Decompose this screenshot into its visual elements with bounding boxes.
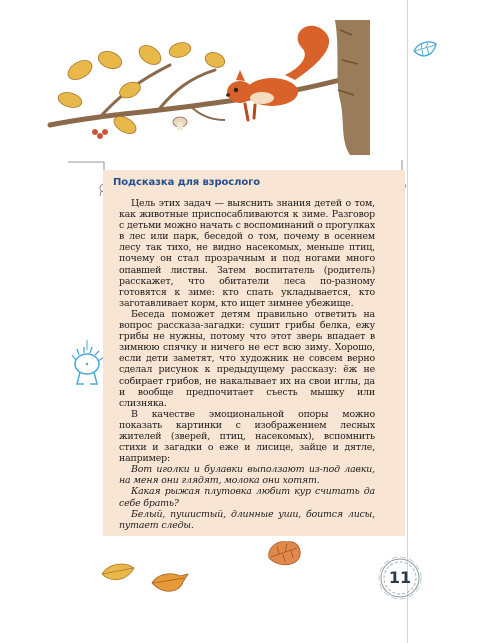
riddle-text: Какая рыжая плутовка любит кур считать да себе брать? — [119, 486, 375, 509]
hint-body — [119, 198, 375, 531]
riddle-text: Вот иголки и булавки выползают из-под лавки, на меня они глядят, молока они хотят. — [119, 464, 375, 487]
blue-leaf-icon — [412, 40, 438, 62]
squirrel-illustration — [40, 20, 370, 160]
hint-paragraph: Беседа поможет детям правильно ответить на вопрос рассказа-загадки: сушит грибы белка, ежу грибы не нужны, потому что этот зверь впадает в зимнюю спячку и ничего не ест всю зиму. Хорошо, если дети заметят, что художник не совсем верно сделал рисунок к предыдущему рассказу: ёж не собирает грибов, не накалывает их на свои иглы, да и вообще предпочитает съесть мышку или слизняка. — [119, 308, 375, 409]
autumn-leaf-icon — [150, 570, 190, 596]
autumn-leaf-icon — [265, 538, 305, 570]
hanging-ornament-icon — [64, 160, 108, 200]
hint-paragraph: Цель этих задач — выяснить знания детей о том, как животные приспосабливаются к зиме. Разговор с детьми можно начать с воспоминаний о прогулках в лес или парк, беседой о том, почему в осеннем лесу так тихо, не видно насекомых, меньше птиц, почему он стал прозрачным и под ногами много опавшей листвы. Затем воспитатель (родитель) расскажет, что обитатели леса по-разному готовятся к зиме: кто спать укладывается, кто заготавливает корм, кто ищет зимнее убежище. — [119, 198, 375, 309]
riddle-text: Белый, пушистый, длинные уши, боится лисы, путает следы. — [119, 508, 375, 531]
autumn-leaf-icon — [100, 560, 136, 584]
hedgehog-icon — [70, 340, 104, 396]
hint-title: Подсказка для взрослого — [113, 177, 260, 188]
hint-paragraph: В качестве эмоциональной опоры можно показать картинки с изображением лесных жителей (зверей, птиц, насекомых), вспомнить стихи и загадки о еже и лисице, зайце и дятле, например: — [119, 408, 375, 465]
page-number: 11 — [388, 568, 412, 587]
page-margin-rule — [407, 0, 408, 643]
